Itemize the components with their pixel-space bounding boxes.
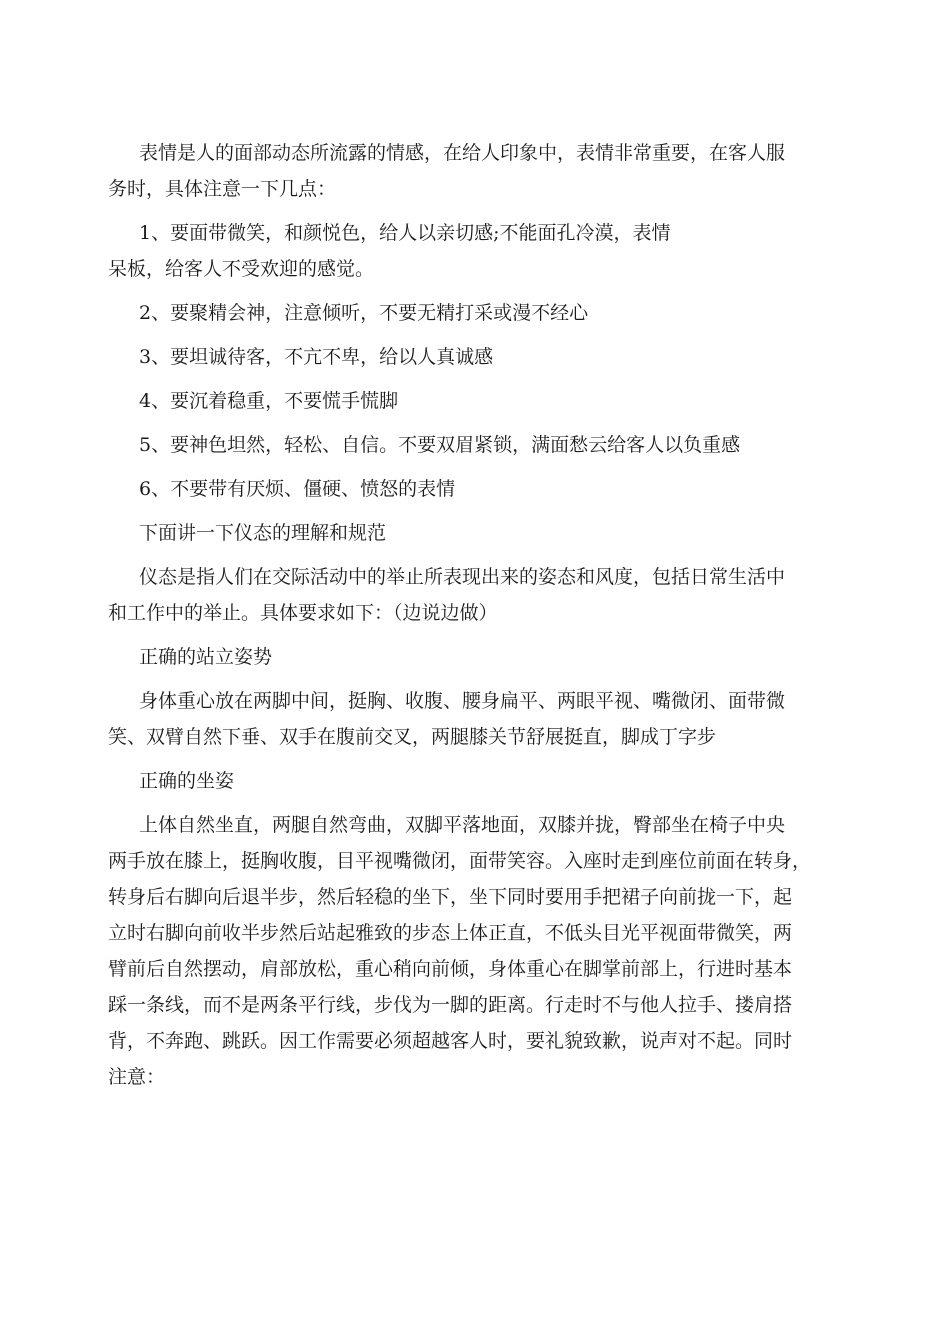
list-item xyxy=(108,215,838,287)
paragraph xyxy=(108,683,838,755)
paragraph xyxy=(108,135,838,207)
list-item xyxy=(108,295,838,331)
list-item xyxy=(108,339,838,375)
text-line: 两手放在膝上，挺胸收腹，目平视嘴微闭，面带笑容。入座时走到座位前面在转身， xyxy=(108,850,812,872)
text-line: 转身后右脚向后退半步，然后轻稳的坐下，坐下同时要用手把裙子向前拢一下，起 xyxy=(108,886,793,908)
list-item xyxy=(108,383,838,419)
text-line: 正确的坐姿 xyxy=(139,770,235,792)
paragraph xyxy=(108,559,838,631)
text-line: 笑、双臂自然下垂、双手在腹前交叉，两腿膝关节舒展挺直，脚成丁字步 xyxy=(108,726,717,748)
text-line: 1、要面带微笑，和颜悦色，给人以亲切感;不能面孔冷漠，表情 xyxy=(139,222,671,244)
subheading xyxy=(108,763,838,799)
subheading xyxy=(108,639,838,675)
text-line: 背，不奔跑、跳跃。因工作需要必须超越客人时，要礼貌致歉，说声对不起。同时 xyxy=(108,1030,793,1052)
text-line: 6、不要带有厌烦、僵硬、愤怒的表情 xyxy=(139,478,456,500)
text-line: 4、要沉着稳重，不要慌手慌脚 xyxy=(139,390,399,412)
text-line: 正确的站立姿势 xyxy=(139,646,273,668)
text-line: 和工作中的举止。具体要求如下：（边说边做） xyxy=(108,602,498,624)
list-item xyxy=(108,427,838,463)
text-line: 务时，具体注意一下几点： xyxy=(108,178,337,200)
text-line: 5、要神色坦然，轻松、自信。不要双眉紧锁，满面愁云给客人以负重感 xyxy=(139,434,741,456)
text-line: 上体自然坐直，两腿自然弯曲，双脚平落地面，双膝并拢，臀部坐在椅子中央 xyxy=(139,814,786,836)
text-line: 踩一条线，而不是两条平行线，步伐为一脚的距离。行走时不与他人拉手、搂肩搭 xyxy=(108,994,793,1016)
text-line: 臂前后自然摆动，肩部放松，重心稍向前倾，身体重心在脚掌前部上，行进时基本 xyxy=(108,958,793,980)
text-line: 3、要坦诚待客，不亢不卑，给以人真诚感 xyxy=(139,346,494,368)
text-line: 呆板，给客人不受欢迎的感觉。 xyxy=(108,258,375,280)
paragraph xyxy=(108,807,838,1095)
text-line: 2、要聚精会神，注意倾听，不要无精打采或漫不经心 xyxy=(139,302,589,324)
text-line: 注意： xyxy=(108,1066,166,1088)
list-item xyxy=(108,471,838,507)
text-line: 下面讲一下仪态的理解和规范 xyxy=(139,522,387,544)
section-intro xyxy=(108,515,838,551)
text-line: 仪态是指人们在交际活动中的举止所表现出来的姿态和风度，包括日常生活中 xyxy=(139,566,786,588)
text-line: 立时右脚向前收半步然后站起雅致的步态上体正直，不低头目光平视面带微笑，两 xyxy=(108,922,793,944)
document-body xyxy=(108,135,838,1103)
text-line: 表情是人的面部动态所流露的情感，在给人印象中，表情非常重要，在客人服 xyxy=(139,142,786,164)
text-line: 身体重心放在两脚中间，挺胸、收腹、腰身扁平、两眼平视、嘴微闭、面带微 xyxy=(139,690,786,712)
